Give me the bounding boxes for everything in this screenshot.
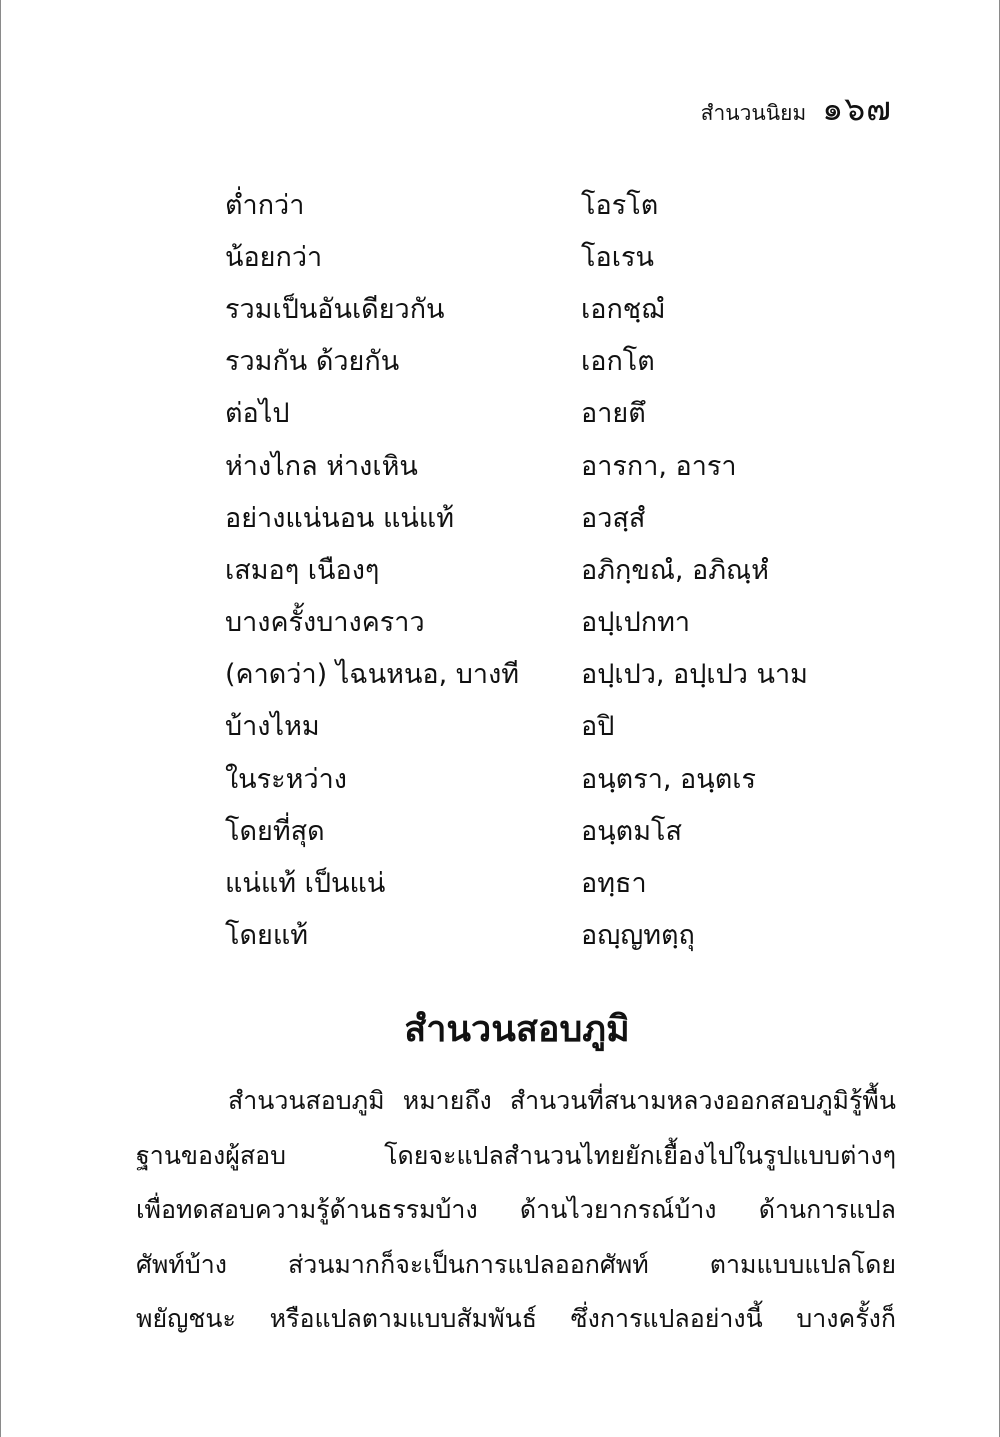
running-header xyxy=(701,82,892,135)
body-paragraph xyxy=(136,1074,896,1347)
vocab-row xyxy=(225,335,865,387)
paragraph-line: ฐานของผู้สอบ โดยจะแปลสำนวนไทยยักเยื้องไปในรูปแบบต่างๆ xyxy=(136,1140,896,1170)
vocab-thai-term: น้อยกว่า xyxy=(225,241,323,273)
paragraph-line: ศัพท์บ้าง ส่วนมากก็จะเป็นการแปลออกศัพท์ ตามแบบแปลโดย xyxy=(136,1249,896,1279)
vocab-row xyxy=(225,856,865,908)
paragraph-line: สำนวนสอบภูมิ หมายถึง สำนวนที่สนามหลวงออกสอบภูมิรู้พื้น xyxy=(228,1086,896,1115)
vocab-thai-term: ต่ำกว่า xyxy=(225,189,305,221)
vocab-row xyxy=(225,700,865,752)
vocab-row xyxy=(225,439,865,491)
vocab-pali-term: เอกโต xyxy=(581,346,655,378)
paragraph-line: พยัญชนะ หรือแปลตามแบบสัมพันธ์ ซึ่งการแปลอย่างนี้ บางครั้งก็ xyxy=(136,1304,896,1333)
vocab-row xyxy=(225,596,865,648)
vocab-pali-term: เอกชฺฌํ xyxy=(581,293,665,325)
section-heading: สำนวนสอบภูมิ xyxy=(404,1009,630,1050)
vocab-thai-term: ห่างไกล ห่างเหิน xyxy=(225,450,418,482)
vocab-row xyxy=(225,648,865,700)
vocab-thai-term: ต่อไป xyxy=(225,398,290,430)
vocab-row xyxy=(225,230,865,282)
running-title: สำนวนนิยม xyxy=(700,101,807,125)
vocab-thai-term: โดยแท้ xyxy=(225,920,309,952)
vocab-pali-term: โอเรน xyxy=(581,241,654,273)
vocab-pali-term: โอรโต xyxy=(581,189,659,221)
vocab-thai-term: รวมกัน ด้วยกัน xyxy=(225,346,400,378)
page-edge-left xyxy=(0,0,1,1437)
vocab-pali-term: อปิ xyxy=(581,711,615,743)
vocabulary-list xyxy=(225,178,865,961)
page-number: ๑๖๗ xyxy=(822,89,892,128)
vocab-pali-term: อายตึ xyxy=(581,398,646,430)
vocab-pali-term: อารกา, อารา xyxy=(581,450,737,482)
vocab-thai-term: บางครั้งบางคราว xyxy=(225,607,425,639)
vocab-row xyxy=(225,282,865,334)
vocab-pali-term: อปฺเปกทา xyxy=(581,607,691,639)
vocab-pali-term: อปฺเปว, อปฺเปว นาม xyxy=(581,659,808,691)
vocab-thai-term: แน่แท้ เป็นแน่ xyxy=(225,868,386,900)
vocab-thai-term: รวมเป็นอันเดียวกัน xyxy=(225,293,445,325)
paragraph-line: เพื่อทดสอบความรู้ด้านธรรมบ้าง ด้านไวยากรณ์บ้าง ด้านการแปล xyxy=(136,1195,896,1224)
vocab-thai-term: ในระหว่าง xyxy=(225,763,347,795)
vocab-row xyxy=(225,752,865,804)
vocab-thai-term: เสมอๆ เนืองๆ xyxy=(225,554,380,586)
vocab-thai-term: อย่างแน่นอน แน่แท้ xyxy=(225,502,455,534)
vocab-row xyxy=(225,178,865,230)
vocab-row xyxy=(225,491,865,543)
vocab-row xyxy=(225,387,865,439)
vocab-thai-term: (คาดว่า) ไฉนหนอ, บางที xyxy=(225,659,520,691)
vocab-pali-term: อนฺตรา, อนฺตเร xyxy=(581,763,756,795)
vocab-pali-term: อภิกฺขณํ, อภิณฺหํ xyxy=(581,554,769,586)
vocab-row xyxy=(225,909,865,961)
vocab-thai-term: โดยที่สุด xyxy=(225,815,325,847)
vocab-pali-term: อทฺธา xyxy=(581,868,647,900)
vocab-pali-term: อนฺตมโส xyxy=(581,815,682,847)
vocab-row xyxy=(225,804,865,856)
vocab-pali-term: อวสฺสํ xyxy=(581,502,646,534)
vocab-thai-term: บ้างไหม xyxy=(225,711,320,743)
vocab-pali-term: อญฺญทตฺถุ xyxy=(581,920,695,952)
vocab-row xyxy=(225,543,865,595)
